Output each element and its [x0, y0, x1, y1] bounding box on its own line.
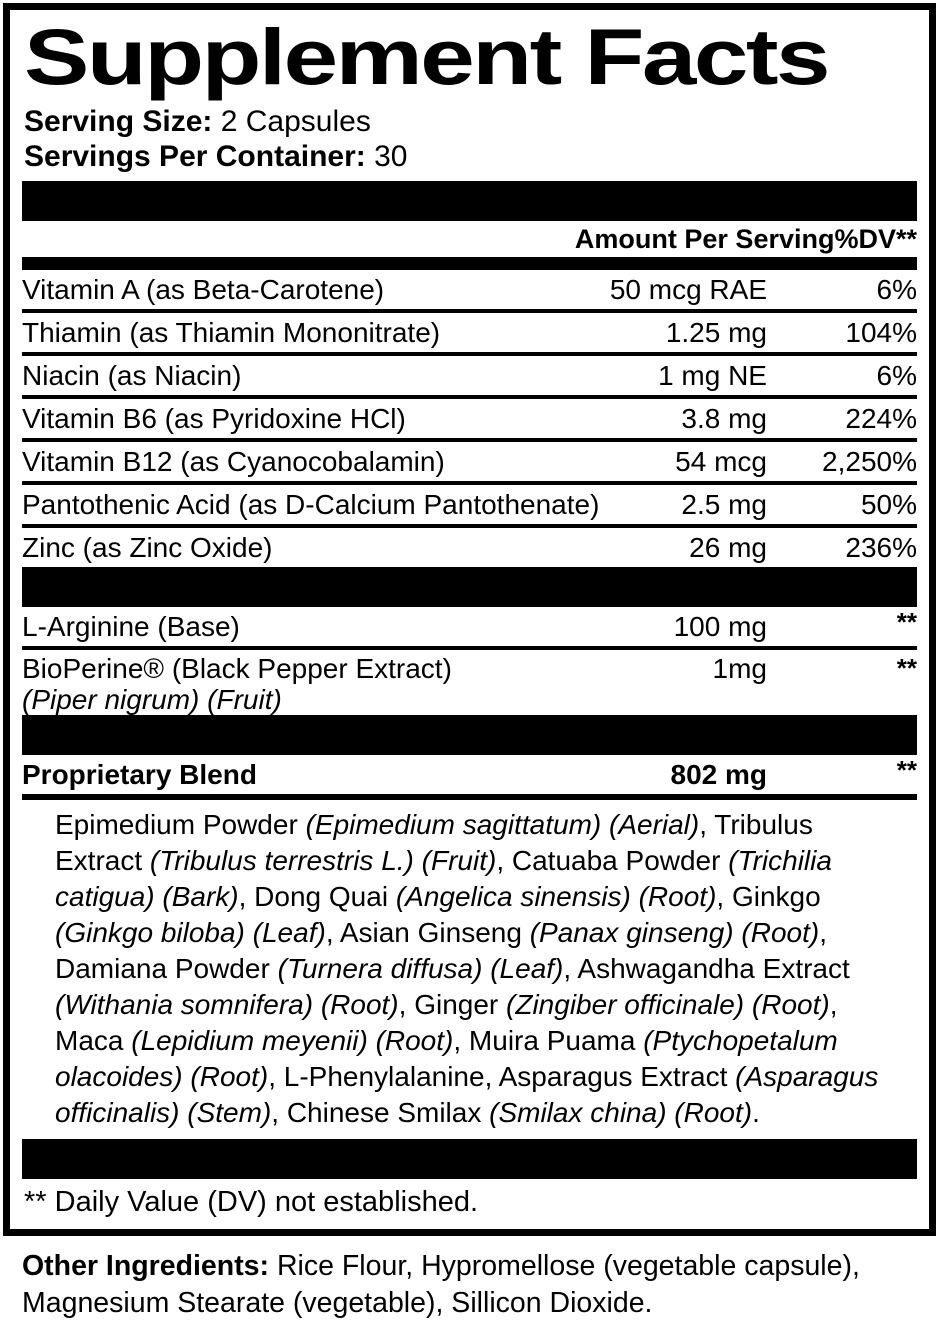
ingredient-name: Vitamin A (as Beta-Carotene) — [22, 274, 385, 305]
divider-bar — [22, 715, 917, 755]
table-row — [22, 442, 917, 481]
ingredient-name: Vitamin B6 (as Pyridoxine HCl) — [22, 403, 406, 434]
ingredient-amount: 1mg — [712, 653, 767, 684]
other-ingredients — [22, 1248, 927, 1322]
ingredient-dv: 104% — [845, 317, 917, 348]
blend-ingredient-latin: (Zingiber officinale) (Root) — [506, 989, 830, 1020]
blend-dv: ** — [896, 755, 917, 785]
blend-ingredient-latin: (Panax ginseng) (Root) — [529, 917, 820, 948]
supplement-facts-label — [0, 3, 939, 1322]
ingredient-dv: 224% — [845, 403, 917, 434]
ingredient-dv: ** — [896, 653, 917, 683]
ingredient-dv: 2,250% — [822, 446, 917, 477]
blend-ingredient-latin: (Trichilia catigua) (Bark) — [55, 845, 832, 912]
blend-ingredient-latin: (Lepidium meyenii) (Root) — [131, 1025, 454, 1056]
blend-ingredient: . — [752, 1097, 760, 1128]
blend-ingredient-latin: (Smilax china) (Root) — [489, 1097, 753, 1128]
blend-ingredient-latin: (Tribulus terrestris L.) (Fruit) — [149, 845, 497, 876]
blend-ingredient-latin: (Ginkgo biloba) (Leaf) — [55, 917, 326, 948]
thick-separator — [22, 794, 917, 800]
blend-ingredient: , Dong Quai — [238, 881, 396, 912]
table-row — [22, 313, 917, 352]
blend-amount: 802 mg — [670, 759, 767, 790]
blend-ingredient: , Ginkgo — [716, 881, 821, 912]
blend-ingredient: , Ginger — [398, 989, 507, 1020]
ingredient-name: Pantothenic Acid (as D-Calcium Pantothenate) — [22, 489, 600, 520]
ingredient-name: Vitamin B12 (as Cyanocobalamin) — [22, 446, 445, 477]
table-row — [22, 650, 917, 715]
extra-ingredient-rows — [22, 607, 917, 715]
other-ingredients-value: Rice Flour, Hypromellose (vegetable capsule), Magnesium Stearate (vegetable), Sillicon Dioxide. — [22, 1250, 860, 1319]
blend-ingredient: , Catuaba Powder — [496, 845, 729, 876]
ingredient-amount: 1.25 mg — [665, 317, 767, 348]
ingredient-amount: 54 mcg — [675, 446, 767, 477]
header-percent-dv: %DV** — [834, 223, 917, 254]
ingredient-amount: 2.5 mg — [681, 489, 767, 520]
ingredient-amount: 1 mg NE — [658, 360, 767, 391]
divider-bar — [22, 181, 917, 221]
ingredient-amount: 3.8 mg — [681, 403, 767, 434]
divider-bar — [22, 257, 917, 270]
blend-ingredient: , L-Phenylalanine, Asparagus Extract — [268, 1061, 736, 1092]
servings-per-container-value: 30 — [374, 140, 408, 173]
blend-ingredient: , Asian Ginseng — [325, 917, 530, 948]
blend-ingredient: , Maca — [55, 989, 838, 1056]
blend-ingredient: Epimedium Powder — [55, 809, 306, 840]
ingredient-name: L-Arginine (Base) — [22, 611, 240, 642]
header-amount-per-serving: Amount Per Serving — [574, 223, 835, 254]
daily-value-footnote: ** Daily Value (DV) not established. — [24, 1186, 479, 1218]
blend-ingredient-latin: (Turnera diffusa) (Leaf) — [277, 953, 564, 984]
blend-ingredient: , Damiana Powder — [55, 917, 827, 984]
blend-ingredient: , Muira Puama — [453, 1025, 644, 1056]
blend-ingredients-text — [55, 807, 907, 1131]
ingredient-dv: 6% — [876, 360, 917, 391]
servings-per-container-line — [24, 139, 917, 174]
ingredient-name: Niacin (as Niacin) — [22, 360, 242, 391]
other-ingredients-label: Other Ingredients: — [22, 1250, 270, 1282]
table-row — [22, 485, 917, 524]
blend-name: Proprietary Blend — [22, 759, 257, 790]
table-header-row — [22, 221, 917, 257]
divider-bar — [22, 1139, 917, 1179]
table-row — [22, 270, 917, 309]
blend-ingredient: , Tribulus Extract — [55, 809, 813, 876]
ingredient-dv: 6% — [876, 274, 917, 305]
facts-box — [3, 3, 936, 1236]
ingredient-dv: ** — [896, 607, 917, 637]
servings-per-container-label: Servings Per Container: — [24, 140, 366, 173]
serving-size-value: 2 Capsules — [220, 105, 371, 138]
blend-ingredient-latin: (Ptychopetalum olacoides) (Root) — [55, 1025, 838, 1092]
ingredient-amount: 50 mcg RAE — [609, 274, 767, 305]
blend-ingredient: , Chinese Smilax — [271, 1097, 490, 1128]
serving-size-line — [24, 104, 917, 139]
table-row — [22, 528, 917, 567]
ingredient-dv: 236% — [845, 532, 917, 563]
ingredient-name: Thiamin (as Thiamin Mononitrate) — [22, 317, 441, 348]
ingredient-latin-name: (Piper nigrum) (Fruit) — [22, 684, 282, 715]
table-row — [22, 607, 917, 646]
ingredient-name: BioPerine® (Black Pepper Extract) (Piper nigrum) (Fruit) — [22, 653, 713, 715]
ingredient-dv: 50% — [860, 489, 917, 520]
ingredient-name: Zinc (as Zinc Oxide) — [22, 532, 273, 563]
table-row — [22, 399, 917, 438]
serving-size-label: Serving Size: — [24, 105, 213, 138]
ingredient-amount: 100 mg — [673, 611, 767, 642]
divider-bar — [22, 567, 917, 607]
blend-ingredient-latin: (Withania somnifera) (Root) — [55, 989, 399, 1020]
blend-ingredient-latin: (Angelica sinensis) (Root) — [395, 881, 717, 912]
page-title: Supplement Facts — [24, 12, 829, 101]
table-row — [22, 356, 917, 395]
blend-ingredient-latin: (Epimedium sagittatum) (Aerial) — [305, 809, 700, 840]
blend-ingredient-latin: (Asparagus officinalis) (Stem) — [55, 1061, 879, 1128]
blend-ingredient: , Ashwagandha Extract — [563, 953, 850, 984]
proprietary-blend-row — [22, 755, 917, 794]
ingredient-amount: 26 mg — [689, 532, 767, 563]
vitamin-rows — [22, 270, 917, 567]
